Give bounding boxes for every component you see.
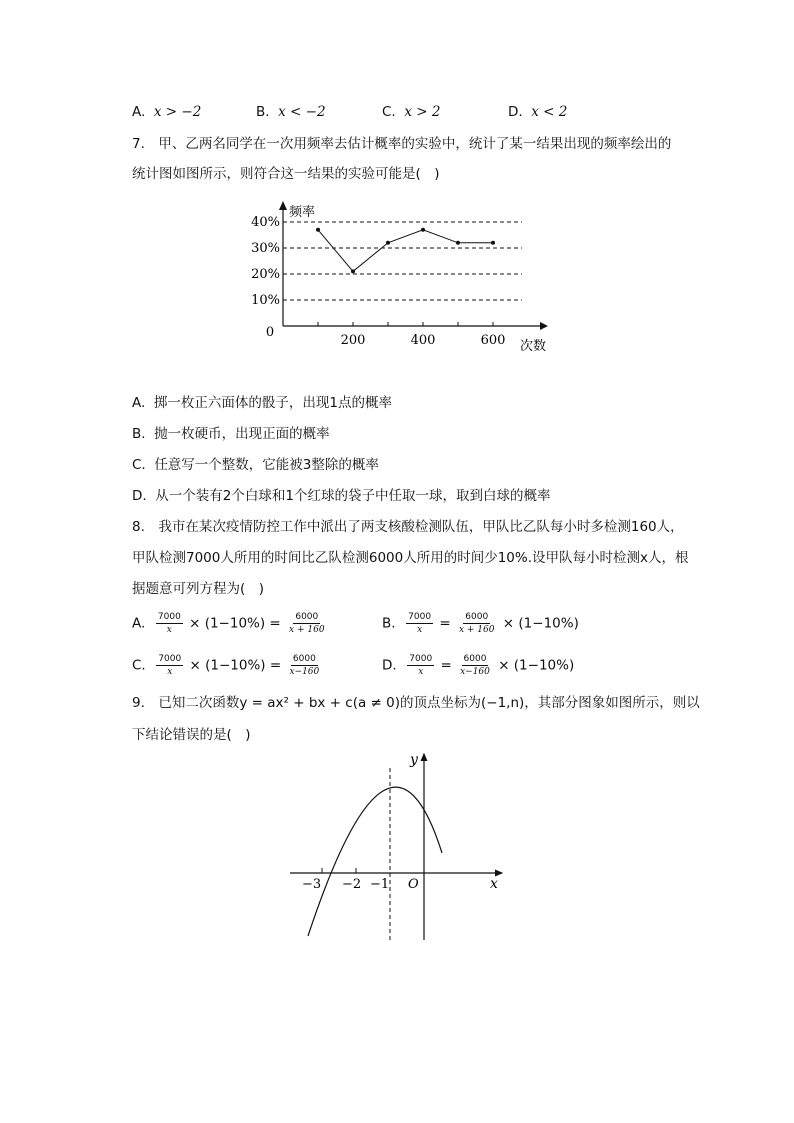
tick-label-neg2: −2 <box>342 877 362 892</box>
q7-stem-line2: 统计图如图所示，则符合这一结果的实验可能是( ) <box>132 166 440 182</box>
q7-option-b: B. 抛一枚硬币，出现正面的概率 <box>132 426 330 442</box>
fraction: $\frac{6000}{x + 160}$ <box>458 612 495 635</box>
q7-option-a: A. 掷一枚正六面体的骰子，出现1点的概率 <box>132 395 392 411</box>
data-point <box>386 241 390 245</box>
q8-option-b: B. $\frac{7000}{x}$ = $\frac{6000}{x + 160}$ × (1−10%) <box>382 612 579 635</box>
fraction: $\frac{7000}{x}$ <box>158 654 182 677</box>
y-tick-label: 30% <box>251 241 280 256</box>
q8-option-a: A. $\frac{7000}{x}$ × (1−10%) = $\frac{6000}{x + 160}$ <box>132 612 325 635</box>
q8-stem-line1: 8. 我市在某次疫情防控工作中派出了两支核酸检测队伍，甲队比乙队每小时多检测160人， <box>132 519 684 535</box>
q7-option-c: C. 任意写一个整数，它能被3整除的概率 <box>132 457 379 473</box>
frequency-line-chart <box>240 198 560 358</box>
tick-label-neg1: −1 <box>370 877 390 892</box>
series-line <box>318 230 493 272</box>
data-point <box>421 228 425 232</box>
q8-option-c: C. $\frac{7000}{x}$ × (1−10%) = $\frac{6000}{x-160}$ <box>132 654 320 677</box>
x-tick-label: 600 <box>480 333 506 348</box>
x-axis-title: 次数 <box>520 339 547 354</box>
q6-option-a: A. x > −2 <box>132 104 202 120</box>
tick-label-neg3: −3 <box>302 877 322 892</box>
y-tick-label: 10% <box>251 293 280 308</box>
y-axis-label: y <box>410 752 418 768</box>
origin-label: 0 <box>265 325 275 340</box>
fraction: $\frac{7000}{x}$ <box>409 654 433 677</box>
q6-option-b: B. x < −2 <box>256 104 326 120</box>
data-point <box>456 241 460 245</box>
parabola-graph <box>280 748 510 943</box>
parabola-curve <box>308 787 442 936</box>
fraction: $\frac{7000}{x}$ <box>408 612 432 635</box>
q8-option-d: D. $\frac{7000}{x}$ = $\frac{6000}{x-160}$ × (1−10%) <box>382 654 575 677</box>
q9-stem-line1: 9. 已知二次函数y = ax² + bx + c(a ≠ 0)的顶点坐标为(−1,n)，其部分图象如图所示，则以 <box>132 695 700 711</box>
y-tick-label: 20% <box>251 267 280 282</box>
y-axis-arrow <box>279 201 287 210</box>
x-axis-label: x <box>490 876 498 892</box>
data-point <box>491 241 495 245</box>
fraction: $\frac{6000}{x-160}$ <box>460 654 490 677</box>
fraction: $\frac{6000}{x-160}$ <box>289 654 320 677</box>
q8-stem-line2: 甲队检测7000人所用的时间比乙队检测6000人所用的时间少10%.设甲队每小时检测x人，根 <box>132 550 689 566</box>
q6-option-c: C. x > 2 <box>382 104 441 120</box>
data-point <box>351 269 355 273</box>
y-tick-label: 40% <box>251 215 280 230</box>
q6-option-d: D. x < 2 <box>508 104 568 120</box>
q7-option-d: D. 从一个装有2个白球和1个红球的袋子中任取一球，取到白球的概率 <box>132 488 551 504</box>
x-tick-label: 200 <box>340 333 366 348</box>
fraction: $\frac{6000}{x + 160}$ <box>289 612 325 635</box>
origin-label: O <box>408 877 419 892</box>
x-axis-arrow <box>540 322 548 330</box>
x-tick-label: 400 <box>410 333 436 348</box>
q7-stem-line1: 7. 甲、乙两名同学在一次用频率去估计概率的实验中，统计了某一结果出现的频率绘出的 <box>132 136 672 152</box>
fraction: $\frac{7000}{x}$ <box>157 612 181 635</box>
y-axis-title: 频率 <box>289 205 316 220</box>
data-point <box>316 228 320 232</box>
q8-stem-line3: 据题意可列方程为( ) <box>132 581 265 597</box>
q9-stem-line2: 下结论错误的是( ) <box>132 727 251 743</box>
